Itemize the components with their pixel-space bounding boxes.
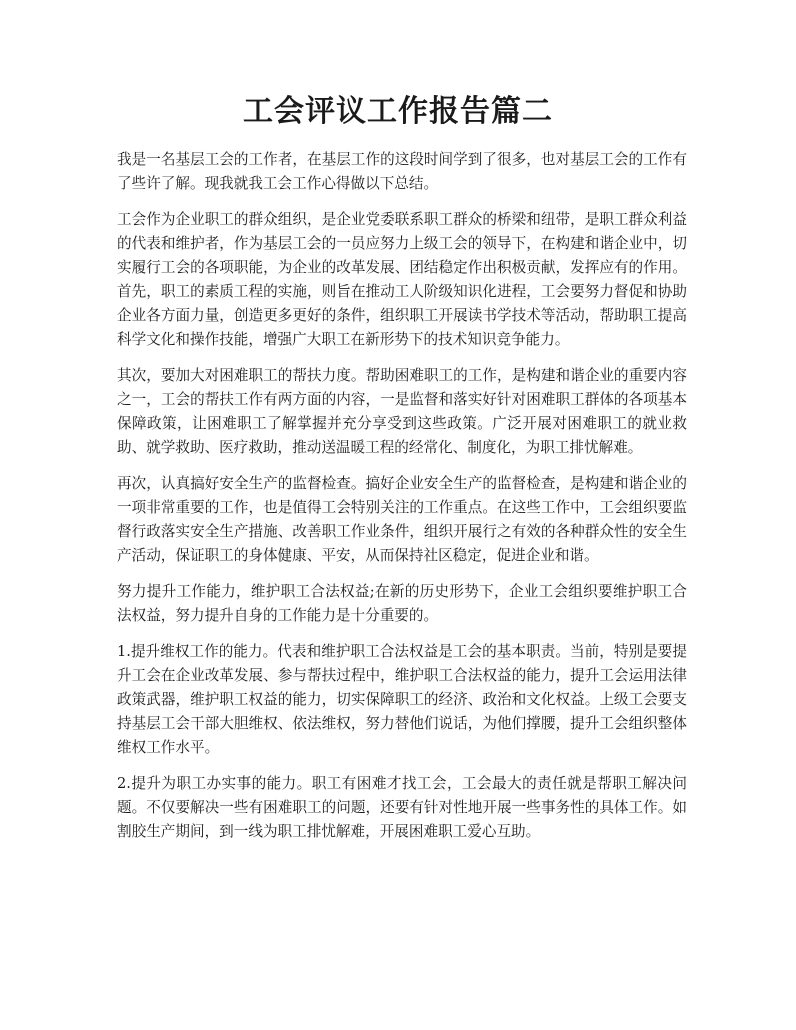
paragraph-union-role: 工会作为企业职工的群众组织，是企业党委联系职工群众的桥梁和纽带，是职工群众利益的代表和维护者，作为基层工会的一员应努力上级工会的领导下，在构建和谐企业中，切实履行工会的各项职能，为企业的改革发展、团结稳定作出积极贡献，发挥应有的作用。首先，职工的素质工程的实施，则旨在推动工人阶级知识化进程，工会要努力督促和协助企业各方面力量，创造更多更好的条件，组织职工开展读书学技术等活动，帮助职工提高科学文化和操作技能，增强广大职工在新形势下的技术知识竞争能力。 xyxy=(117,211,687,348)
paragraph-capability: 努力提升工作能力，维护职工合法权益;在新的历史形势下，企业工会组织要维护职工合法权益，努力提升自身的工作能力是十分重要的。 xyxy=(117,583,687,624)
document-title: 工会评议工作报告篇二 xyxy=(243,94,553,129)
paragraph-point-1: 1.提升维权工作的能力。代表和维护职工合法权益是工会的基本职责。当前，特别是要提升工会在企业改革发展、参与帮扶过程中，维护职工合法权益的能力，提升工会运用法律政策武器，维护职工权益的能力，切实保障职工的经济、政治和文化权益。上级工会要支持基层工会干部大胆维权、依法维权，努力替他们说话，为他们撑腰，提升工会组织整体维权工作水平。 xyxy=(117,643,687,756)
paragraph-assistance: 其次，要加大对困难职工的帮扶力度。帮助困难职工的工作，是构建和谐企业的重要内容之一，工会的帮扶工作有两方面的内容，一是监督和落实好针对困难职工群体的各项基本保障政策，让困难职工了解掌握并充分享受到这些政策。广泛开展对困难职工的就业救助、就学救助、医疗救助，推动送温暖工程的经常化、制度化，为职工排忧解难。 xyxy=(117,367,687,456)
document-body xyxy=(117,148,687,856)
paragraph-point-2: 2.提升为职工办实事的能力。职工有困难才找工会，工会最大的责任就是帮职工解决问题。不仅要解决一些有困难职工的问题，还要有针对性地开展一些事务性的具体工作。如割胶生产期间，到一线为职工排忧解难，开展困难职工爱心互助。 xyxy=(117,775,687,840)
paragraph-intro: 我是一名基层工会的工作者，在基层工作的这段时间学到了很多，也对基层工会的工作有了些许了解。现我就我工会工作心得做以下总结。 xyxy=(117,151,687,192)
paragraph-safety: 再次，认真搞好安全生产的监督检查。搞好企业安全生产的监督检查，是构建和谐企业的一项非常重要的工作，也是值得工会特别关注的工作重点。在这些工作中，工会组织要监督行政落实安全生产措施、改善职工作业条件，组织开展行之有效的各种群众性的安全生产活动，保证职工的身体健康、平安，从而保持社区稳定，促进企业和谐。 xyxy=(117,475,687,564)
